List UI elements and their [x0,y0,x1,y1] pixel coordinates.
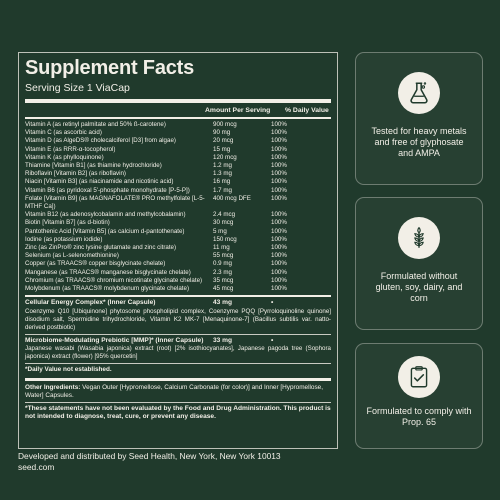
nutrient-dv: 100% [271,211,287,219]
cellular-complex-row [25,299,331,308]
nutrient-name: Molybdenum (as TRAACS® molybdenum glycinate chelate) [25,285,190,293]
nutrient-name: Zinc (as ZinPro® zinc lysine glutamate and zinc citrate) [25,244,177,252]
badge-heavy-metals [355,52,483,185]
nutrient-amount: 2.3 mg [213,268,232,276]
badge-text: Formulated without gluten, soy, dairy, and corn [375,271,463,303]
nutrient-name: Pantothenic Acid [Vitamin B5] (as calcium d-pantothenate) [25,227,185,235]
supplement-facts-title: Supplement Facts [25,57,195,79]
cellular-complex-title: Cellular Energy Complex* (Inner Capsule) [25,299,156,307]
other-ingredients [25,384,331,400]
nutrient-dv: 100% [271,170,287,178]
nutrient-name: Vitamin E (as RRR-α-tocopherol) [25,145,116,153]
prebiotic-title: Microbiome-Modulating Prebiotic [MMP]* (Inner Capsule) [25,336,204,344]
nutrient-row [25,277,331,285]
nutrient-dv: 100% [271,227,287,235]
nutrient-name: Vitamin C (as ascorbic acid) [25,129,102,137]
nutrient-amount: 1.3 mg [213,170,232,178]
nutrient-amount: 11 mg [213,244,230,252]
divider [25,334,331,335]
nutrient-table [25,121,331,293]
nutrient-row [25,187,331,195]
nutrient-dv: 100% [271,235,287,243]
fda-disclaimer: *These statements have not been evaluated by the Food and Drug Administration. This product is not intended to diagnose, treat, cure, or prevent any disease. [25,405,331,421]
nutrient-amount: 15 mg [213,145,231,153]
nutrient-row [25,146,331,154]
badge-allergens [355,197,483,330]
nutrient-amount: 2.4 mcg [213,211,236,219]
nutrient-dv: 100% [271,186,287,194]
nutrient-amount: 0.9 mg [213,260,232,268]
nutrient-name: Biotin [Vitamin B7] (as d-biotin) [25,219,110,227]
nutrient-amount: 35 mcg [213,276,234,284]
nutrient-dv: 100% [271,178,287,186]
nutrient-dv: 100% [271,145,287,153]
nutrient-amount: 16 mg [213,178,231,186]
nutrient-name: Riboflavin [Vitamin B2] (as riboflavin) [25,170,126,178]
nutrient-row [25,252,331,260]
nutrient-row [25,178,331,186]
flask-icon [406,80,432,106]
nutrient-amount: 150 mcg [213,235,237,243]
badge-text: Formulated to comply with Prop. 65 [366,406,472,427]
nutrient-amount: 5 mg [213,227,227,235]
nutrient-dv: 100% [271,129,287,137]
nutrient-row [25,269,331,277]
nutrient-name: Manganese (as TRAACS® manganese bisglycinate chelate) [25,268,191,276]
nutrient-name: Vitamin K (as phylloquinone) [25,153,104,161]
daily-value-note: *Daily Value not established. [25,366,112,374]
other-ingredients-text: Vegan Outer [Hypromellose, Calcium Carbonate (for color)] and Inner [Hypromellose, Water] Capsules. [25,384,324,400]
nutrient-dv: 100% [271,153,287,161]
nutrient-amount: 120 mcg [213,153,237,161]
nutrient-name: Copper (as TRAACS® copper bisglycinate chelate) [25,260,166,268]
nutrient-amount: 1.2 mg [213,162,232,170]
nutrient-dv: 100% [271,268,287,276]
checklist-icon [406,364,432,390]
nutrient-dv: 100% [271,276,287,284]
prebiotic-amount: 33 mg [213,336,233,344]
divider [25,363,331,364]
cellular-complex-amount: 43 mg [213,299,233,307]
nutrient-row [25,170,331,178]
nutrient-row [25,211,331,219]
nutrient-dv: 100% [271,285,287,293]
nutrient-row [25,121,331,129]
prebiotic-dv: • [271,336,274,344]
nutrient-dv: 100% [271,252,287,260]
nutrient-row [25,154,331,162]
divider [25,117,331,119]
header-amount: Amount Per Serving [205,107,271,114]
nutrient-dv: 100% [271,194,287,202]
facts-header [25,106,331,115]
nutrient-amount: 45 mcg [213,285,234,293]
nutrient-row [25,162,331,170]
nutrient-dv: 100% [271,219,287,227]
website-link[interactable]: seed.com [18,461,55,472]
nutrient-row [25,129,331,137]
nutrient-name: Thiamine [Vitamin B1] (as thiamine hydrochloride) [25,162,162,170]
nutrient-row [25,236,331,244]
nutrient-row [25,260,331,268]
header-dv: % Daily Value [285,107,329,114]
nutrient-name: Selenium (as L-selenomethionine) [25,252,119,260]
wheat-icon [406,225,432,251]
nutrient-amount: 30 mcg [213,219,234,227]
nutrient-row [25,137,331,145]
nutrient-name: Vitamin B12 (as adenosylcobalamin and methylcobalamin) [25,211,186,219]
nutrient-name: Vitamin D (as AlgeDS® cholecalciferol [D3] from algae) [25,137,176,145]
nutrient-name: Iodine (as potassium iodide) [25,235,103,243]
cellular-complex-dv: • [271,299,274,307]
nutrient-name: Folate [Vitamin B9] (as MAGNAFOLATE® PRO methylfolate [L-5-MTHF Ca]) [25,194,205,211]
nutrient-row [25,285,331,293]
nutrient-row [25,195,331,211]
divider [25,295,331,297]
nutrient-dv: 100% [271,137,287,145]
nutrient-amount: 900 mcg [213,121,237,128]
prebiotic-row [25,337,331,346]
nutrient-name: Vitamin A (as retinyl palmitate and 50% ß-carotene) [25,121,166,128]
nutrient-amount: 400 mcg DFE [213,194,251,202]
nutrient-amount: 1.7 mg [213,186,232,194]
nutrient-row [25,244,331,252]
nutrient-amount: 20 mcg [213,137,234,145]
divider [25,99,331,103]
nutrient-dv: 100% [271,162,287,170]
cellular-complex-ingredients: Coenzyme Q10 [Ubiquinone] phytosome phospholipid complex, Coenzyme PQQ [Pyrroloquinoline quinone] disodium salt, Spermidine trihydrochloride, Vitamin K2 MK-7 [Menaquinone-7] (Bacillus subtilis var. natto-derived postbiotic) [25,307,331,331]
nutrient-amount: 90 mg [213,129,231,137]
badge-text: Tested for heavy metals and free of glyphosate and AMPA [371,126,467,158]
distributor-line: Developed and distributed by Seed Health, New York, New York 10013 [18,451,281,461]
supplement-facts-panel [18,52,338,449]
nutrient-name: Niacin [Vitamin B3] (as niacinamide and nicotinic acid) [25,178,174,186]
footer [18,451,281,472]
nutrient-row [25,219,331,227]
divider [25,402,331,403]
badge-prop65 [355,343,483,449]
divider [25,378,331,381]
serving-size: Serving Size 1 ViaCap [25,82,130,94]
nutrient-name: Chromium (as TRAACS® chromium nicotinate glycinate chelate) [25,276,203,284]
nutrient-amount: 55 mcg [213,252,234,260]
nutrient-row [25,228,331,236]
nutrient-dv: 100% [271,260,287,268]
other-ingredients-label: Other Ingredients: [25,384,81,392]
prebiotic-ingredients: Japanese wasabi (Wasabia japonica) extract (root) [2% isothiocyanates], Japanese pagoda tree (Sophora japonica) extract (flower) [95% quercetin] [25,345,331,361]
nutrient-dv: 100% [271,244,287,252]
nutrient-name: Vitamin B6 (as pyridoxal 5'-phosphate monohydrate [P-5-P]) [25,186,190,194]
nutrient-dv: 100% [271,121,287,128]
